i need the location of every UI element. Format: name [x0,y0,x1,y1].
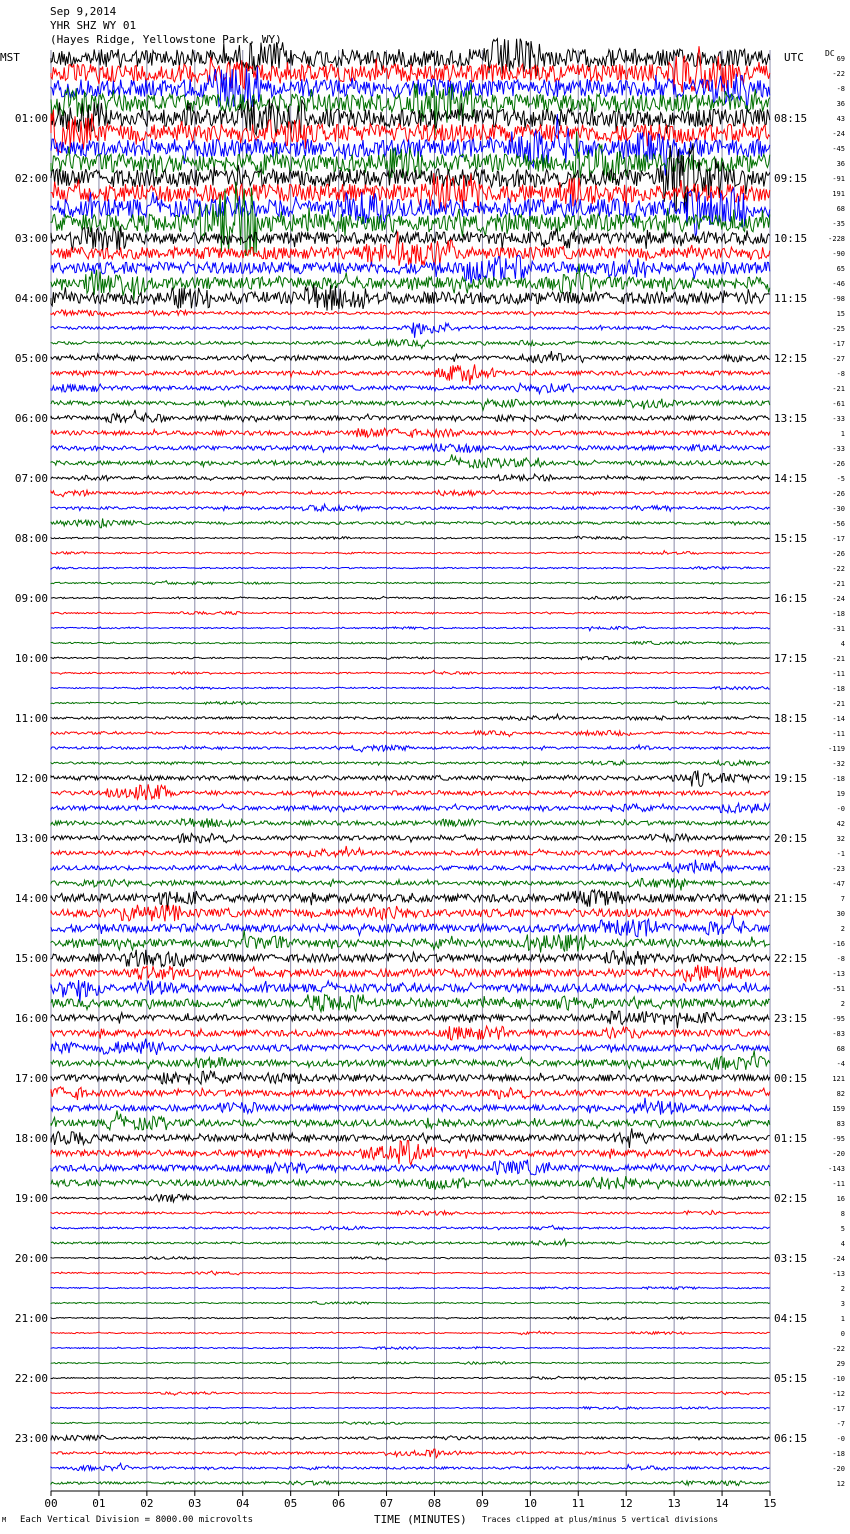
trace-60 [51,950,770,967]
trace-18 [51,323,770,338]
dc-offset-label-3: 36 [836,100,845,108]
dc-offset-label-91: -7 [836,1420,845,1428]
trace-66 [51,1039,770,1055]
dc-offset-label-42: -18 [832,685,845,693]
left-hour-label-15: 15:00 [14,952,48,965]
right-timezone-label: UTC [784,51,804,64]
trace-36 [51,596,770,599]
dc-offset-label-32: -17 [832,535,845,543]
right-hour-label-23: 06:15 [774,1432,808,1445]
dc-offset-label-45: -11 [832,730,845,738]
right-hour-label-1: 08:15 [774,112,808,125]
trace-46 [51,745,770,752]
right-hour-label-18: 01:15 [774,1132,808,1145]
dc-offset-label-7: 36 [836,160,845,168]
trace-74 [51,1160,770,1175]
left-hour-label-10: 10:00 [14,652,48,665]
trace-52 [51,834,770,843]
right-hour-label-11: 18:15 [774,712,808,725]
dc-offset-label-81: -13 [832,1270,845,1278]
dc-offset-label-39: 4 [840,640,845,648]
dc-offset-label-74: -143 [828,1165,845,1173]
header-location: (Hayes Ridge, Yellowstone Park, WY) [50,33,282,46]
left-hour-label-3: 03:00 [14,232,48,245]
dc-offset-label-17: 15 [836,310,845,318]
trace-53 [51,846,770,857]
dc-offset-label-57: 30 [836,910,845,918]
axis-labels [15,55,845,1510]
trace-7 [51,132,770,182]
right-hour-label-21: 04:15 [774,1312,808,1325]
trace-26 [51,444,770,453]
footer-corner-mark: M [2,1516,7,1524]
dc-offset-label-47: -32 [832,760,845,768]
trace-21 [51,364,770,385]
right-hour-label-17: 00:15 [774,1072,808,1085]
dc-offset-label-77: 8 [840,1210,845,1218]
footer-xlabel: TIME (MINUTES) [374,1513,467,1526]
trace-24 [51,410,770,423]
trace-90 [51,1407,770,1410]
dc-offset-label-79: 4 [840,1240,845,1248]
trace-37 [51,612,770,615]
dc-offset-label-50: -0 [836,805,845,813]
right-hour-label-10: 17:15 [774,652,808,665]
x-tick-label-8: 08 [427,1497,442,1510]
dc-offset-label-22: -21 [832,385,845,393]
trace-72 [51,1128,770,1148]
trace-38 [51,627,770,631]
dc-offset-label-69: 82 [836,1090,845,1098]
trace-22 [51,383,770,393]
trace-89 [51,1391,770,1395]
dc-offset-label-20: -27 [832,355,845,363]
left-hour-label-23: 23:00 [14,1432,48,1445]
dc-offset-label-14: 65 [836,265,845,273]
dc-offset-label-31: -56 [832,520,845,528]
dc-offset-label-40: -21 [832,655,845,663]
right-hour-label-22: 05:15 [774,1372,808,1385]
dc-offset-label-72: -95 [832,1135,845,1143]
x-tick-label-14: 14 [715,1497,729,1510]
right-hour-label-7: 14:15 [774,472,808,485]
dc-offset-label-0: 69 [836,55,845,63]
dc-offset-label-78: 5 [840,1225,845,1233]
dc-offset-label-8: -91 [832,175,845,183]
footer-scale-note: Each Vertical Division = 8000.00 microvolts [20,1515,253,1525]
left-hour-label-8: 08:00 [14,532,48,545]
trace-58 [51,916,770,937]
trace-83 [51,1301,770,1304]
right-hour-label-19: 02:15 [774,1192,808,1205]
dc-offset-label-61: -13 [832,970,845,978]
trace-35 [51,581,770,585]
dc-offset-label-95: 12 [836,1480,845,1488]
dc-offset-label-82: 2 [840,1285,845,1293]
dc-offset-label-28: -5 [836,475,845,483]
dc-offset-label-30: -30 [832,505,845,513]
trace-65 [51,1026,770,1040]
dc-offset-label-2: -8 [836,85,845,93]
dc-offset-label-5: -24 [832,130,845,138]
trace-51 [51,818,770,828]
dc-offset-label-93: -18 [832,1450,845,1458]
dc-offset-label-60: -8 [836,955,845,963]
dc-offset-label-46: -119 [828,745,845,753]
trace-12 [51,226,770,251]
header-date: Sep 9,2014 [50,5,117,18]
trace-94 [51,1463,770,1470]
right-hour-label-16: 23:15 [774,1012,808,1025]
dc-offset-label-58: 2 [840,925,845,933]
trace-70 [51,1098,770,1115]
right-hour-label-8: 15:15 [774,532,808,545]
left-hour-label-19: 19:00 [14,1192,48,1205]
trace-40 [51,656,770,659]
dc-offset-label-59: -16 [832,940,845,948]
dc-offset-label-56: 7 [840,895,845,903]
right-hour-label-3: 10:15 [774,232,808,245]
trace-92 [51,1435,770,1440]
trace-43 [51,701,770,704]
dc-offset-label-38: -31 [832,625,845,633]
left-hour-label-14: 14:00 [14,892,48,905]
x-tick-label-10: 10 [523,1497,537,1510]
right-hour-label-14: 21:15 [774,892,808,905]
dc-offset-label-52: 32 [836,835,845,843]
dc-offset-label-84: 1 [840,1315,845,1323]
left-hour-label-4: 04:00 [14,292,48,305]
trace-57 [51,905,770,922]
trace-71 [51,1111,770,1131]
x-tick-label-7: 07 [379,1497,394,1510]
trace-93 [51,1449,770,1458]
trace-81 [51,1271,770,1275]
dc-offset-label-33: -26 [832,550,845,558]
left-hour-label-5: 05:00 [14,352,48,365]
dc-offset-label-18: -25 [832,325,845,333]
x-tick-label-2: 02 [140,1497,154,1510]
trace-39 [51,641,770,644]
trace-88 [51,1376,770,1379]
left-hour-label-18: 18:00 [14,1132,48,1145]
left-timezone-label: MST [0,51,20,64]
dc-offset-label-48: -18 [832,775,845,783]
dc-offset-label-27: -26 [832,460,845,468]
trace-85 [51,1331,770,1335]
dc-offset-label-25: 1 [840,430,845,438]
dc-offset-label-53: -1 [836,850,845,858]
left-hour-label-16: 16:00 [14,1012,48,1025]
seismic-traces [51,39,770,1486]
dc-offset-label-65: -83 [832,1030,845,1038]
dc-offset-label-41: -11 [832,670,845,678]
trace-84 [51,1317,770,1320]
trace-54 [51,860,770,873]
trace-63 [51,994,770,1011]
dc-offset-label-34: -22 [832,565,845,573]
trace-28 [51,474,770,481]
dc-offset-label-55: -47 [832,880,845,888]
dc-offset-label-89: -12 [832,1390,845,1398]
x-tick-label-0: 00 [44,1497,58,1510]
trace-67 [51,1050,770,1069]
dc-offset-label-54: -23 [832,865,845,873]
right-hour-label-9: 16:15 [774,592,808,605]
trace-34 [51,567,770,570]
x-tick-label-5: 05 [284,1497,298,1510]
dc-offset-label-70: 159 [832,1105,845,1113]
left-hour-label-7: 07:00 [14,472,48,485]
trace-31 [51,519,770,528]
dc-offset-label-9: 191 [832,190,845,198]
x-tick-label-13: 13 [667,1497,681,1510]
dc-offset-label-44: -14 [832,715,845,723]
header-station: YHR SHZ WY 01 [50,19,137,32]
trace-30 [51,504,770,511]
dc-offset-label-1: -22 [832,70,845,78]
left-hour-label-2: 02:00 [14,172,48,185]
left-hour-label-9: 09:00 [14,592,48,605]
dc-offset-label-49: 19 [836,790,845,798]
x-tick-label-9: 09 [475,1497,490,1510]
trace-41 [51,670,770,674]
dc-offset-label-62: -51 [832,985,845,993]
right-hour-label-20: 03:15 [774,1252,808,1265]
dc-offset-label-88: -10 [832,1375,845,1383]
trace-29 [51,490,770,497]
right-hour-label-4: 11:15 [774,292,808,305]
dc-offset-label-73: -20 [832,1150,845,1158]
right-hour-label-13: 20:15 [774,832,808,845]
trace-56 [51,890,770,911]
dc-offset-label-75: -11 [832,1180,845,1188]
trace-32 [51,536,770,539]
trace-76 [51,1194,770,1202]
trace-77 [51,1210,770,1215]
right-hour-label-12: 19:15 [774,772,808,785]
trace-6 [51,114,770,176]
trace-78 [51,1225,770,1230]
dc-offset-label-90: -17 [832,1405,845,1413]
trace-64 [51,1011,770,1028]
dc-offset-label-63: 2 [840,1000,845,1008]
dc-offset-label-80: -24 [832,1255,845,1263]
trace-47 [51,760,770,765]
right-hour-label-2: 09:15 [774,172,808,185]
x-tick-label-12: 12 [619,1497,633,1510]
trace-55 [51,878,770,890]
trace-17 [51,310,770,316]
left-hour-label-11: 11:00 [14,712,48,725]
left-hour-label-12: 12:00 [14,772,48,785]
trace-80 [51,1257,770,1260]
dc-offset-label-24: -33 [832,415,845,423]
dc-offset-label-26: -33 [832,445,845,453]
trace-87 [51,1362,770,1365]
trace-42 [51,687,770,690]
dc-offset-label-23: -61 [832,400,845,408]
trace-61 [51,965,770,982]
trace-82 [51,1287,770,1290]
trace-50 [51,803,770,813]
dc-offset-label-43: -21 [832,700,845,708]
trace-69 [51,1087,770,1100]
dc-offset-label-94: -20 [832,1465,845,1473]
dc-offset-label-68: 121 [832,1075,845,1083]
dc-label: DC [825,49,835,58]
dc-offset-label-86: -22 [832,1345,845,1353]
footer-clip-note: Traces clipped at plus/minus 5 vertical divisions [482,1515,719,1524]
trace-45 [51,730,770,736]
x-tick-label-1: 01 [92,1497,106,1510]
trace-73 [51,1141,770,1165]
trace-91 [51,1422,770,1425]
left-hour-label-20: 20:00 [14,1252,48,1265]
x-tick-label-11: 11 [571,1497,585,1510]
right-hour-label-15: 22:15 [774,952,808,965]
dc-offset-label-29: -26 [832,490,845,498]
trace-59 [51,930,770,952]
trace-25 [51,428,770,438]
trace-27 [51,454,770,467]
left-hour-label-13: 13:00 [14,832,48,845]
dc-offset-label-10: 68 [836,205,845,213]
trace-16 [51,284,770,310]
right-hour-label-6: 13:15 [774,412,808,425]
dc-offset-label-21: -8 [836,370,845,378]
dc-offset-label-35: -21 [832,580,845,588]
dc-offset-label-6: -45 [832,145,845,153]
dc-offset-label-16: -98 [832,295,845,303]
dc-offset-label-15: -46 [832,280,845,288]
dc-offset-label-36: -24 [832,595,845,603]
trace-79 [51,1239,770,1246]
dc-offset-label-11: -35 [832,220,845,228]
dc-offset-label-76: 16 [836,1195,845,1203]
x-tick-label-15: 15 [763,1497,777,1510]
dc-offset-label-4: 43 [836,115,845,123]
dc-offset-label-12: -228 [828,235,845,243]
trace-95 [51,1481,770,1486]
dc-offset-label-19: -17 [832,340,845,348]
dc-offset-label-64: -95 [832,1015,845,1023]
trace-75 [51,1176,770,1190]
right-hour-label-5: 12:15 [774,352,808,365]
dc-offset-label-13: -90 [832,250,845,258]
trace-23 [51,399,770,410]
left-hour-label-21: 21:00 [14,1312,48,1325]
trace-49 [51,784,770,800]
trace-19 [51,340,770,349]
dc-offset-label-71: 83 [836,1120,845,1128]
trace-20 [51,351,770,363]
dc-offset-label-92: -0 [836,1435,845,1443]
x-tick-label-4: 04 [236,1497,250,1510]
x-tick-label-3: 03 [188,1497,202,1510]
dc-offset-label-85: 0 [840,1330,845,1338]
trace-33 [51,551,770,555]
left-hour-label-6: 06:00 [14,412,48,425]
left-hour-label-22: 22:00 [14,1372,48,1385]
trace-44 [51,714,770,720]
trace-68 [51,1071,770,1085]
dc-offset-label-37: -18 [832,610,845,618]
dc-offset-label-66: 68 [836,1045,845,1053]
x-tick-label-6: 06 [331,1497,346,1510]
dc-offset-label-87: 29 [836,1360,845,1368]
trace-48 [51,770,770,786]
dc-offset-label-83: 3 [840,1300,845,1308]
left-hour-label-1: 01:00 [14,112,48,125]
dc-offset-label-51: 42 [836,820,845,828]
left-hour-label-17: 17:00 [14,1072,48,1085]
trace-86 [51,1347,770,1350]
dc-offset-label-67: -4 [836,1060,845,1068]
